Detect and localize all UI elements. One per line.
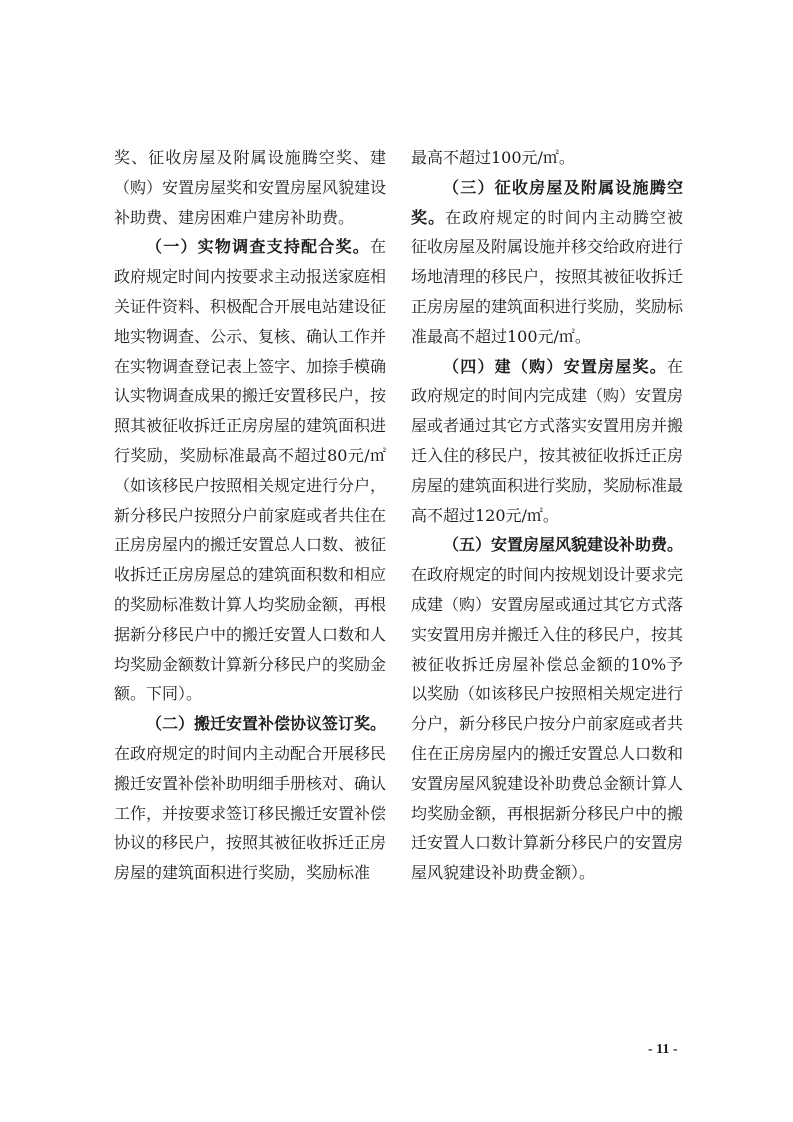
page-number: - 11 - <box>648 1042 678 1057</box>
section-2-body: 在政府规定的时间内主动配合开展移民搬迁安置补偿补助明细手册核对、确认工作，并按要求签订移民搬迁安置补偿协议的移民户，按照其被征收拆迁正房房屋的建筑面积进行奖励，奖励标准 <box>114 743 387 883</box>
section-2-paragraph <box>114 709 386 888</box>
left-column <box>114 143 386 888</box>
section-1-paragraph <box>114 232 386 709</box>
section-1-body: 在政府规定时间内按要求主动报送家庭相关证件资料、积极配合开展电站建设征地实物调查、公示、复核、确认工作并在实物调查登记表上签字、加捺手模确认实物调查成果的搬迁安置移民户，按照其被征收拆迁正房房屋的建筑面积进行奖励，奖励标准最高不超过80元/㎡（如该移民户按照相关规定进行分户，新分移民户按照分户前家庭或者共住在正房房屋内的搬迁安置总人口数、被征收拆迁正房房屋总的建筑面积数和相应的奖励标准数计算人均奖励金额，再根据新分移民户中的搬迁安置人口数和人均奖励金额数计算新分移民户的奖励金额。下同）。 <box>114 237 387 704</box>
section-4-body: 在政府规定的时间内完成建（购）安置房屋或者通过其它方式落实安置用房并搬迁入住的移民户，按其被征收拆迁正房房屋的建筑面积进行奖励，奖励标准最高不超过120元/㎡。 <box>411 356 684 525</box>
section-3-body: 在政府规定的时间内主动腾空被征收房屋及附属设施并移交给政府进行场地清理的移民户，按照其被征收拆迁正房房屋的建筑面积进行奖励，奖励标准最高不超过100元/㎡。 <box>411 207 684 346</box>
section-3-heading: （三）征收房屋及附属设施腾空奖。 <box>411 177 683 227</box>
section-5-heading: （五）安置房屋风貌建设补助费。 <box>443 535 684 555</box>
section-4-paragraph <box>411 352 683 531</box>
section-2-heading: （二）搬迁安置补偿协议签订奖。 <box>146 714 387 734</box>
section-2-continued: 最高不超过100元/㎡。 <box>411 148 575 167</box>
section-3-paragraph <box>411 173 683 352</box>
section-5-body: 在政府规定的时间内按规划设计要求完成建（购）安置房屋或通过其它方式落实安置用房并搬迁入住的移民户，按其被征收拆迁房屋补偿总金额的10%予以奖励（如该移民户按照相关规定进行分户，新分移民户按分户前家庭或者共住在正房房屋内的搬迁安置总人口数和安置房屋风貌建设补助费总金额计算人均奖励金额，再根据新分移民户中的搬迁安置人口数计算新分移民户的安置房屋风貌建设补助费金额）。 <box>411 565 684 883</box>
section-5-paragraph <box>411 530 683 888</box>
section-4-heading: （四）建（购）安置房屋奖。 <box>443 356 667 376</box>
section-1-heading: （一）实物调查支持配合奖。 <box>146 237 370 257</box>
intro-paragraph: 奖、征收房屋及附属设施腾空奖、建（购）安置房屋奖和安置房屋风貌建设补助费、建房困难户建房补助费。 <box>114 148 387 227</box>
right-column <box>411 143 683 888</box>
